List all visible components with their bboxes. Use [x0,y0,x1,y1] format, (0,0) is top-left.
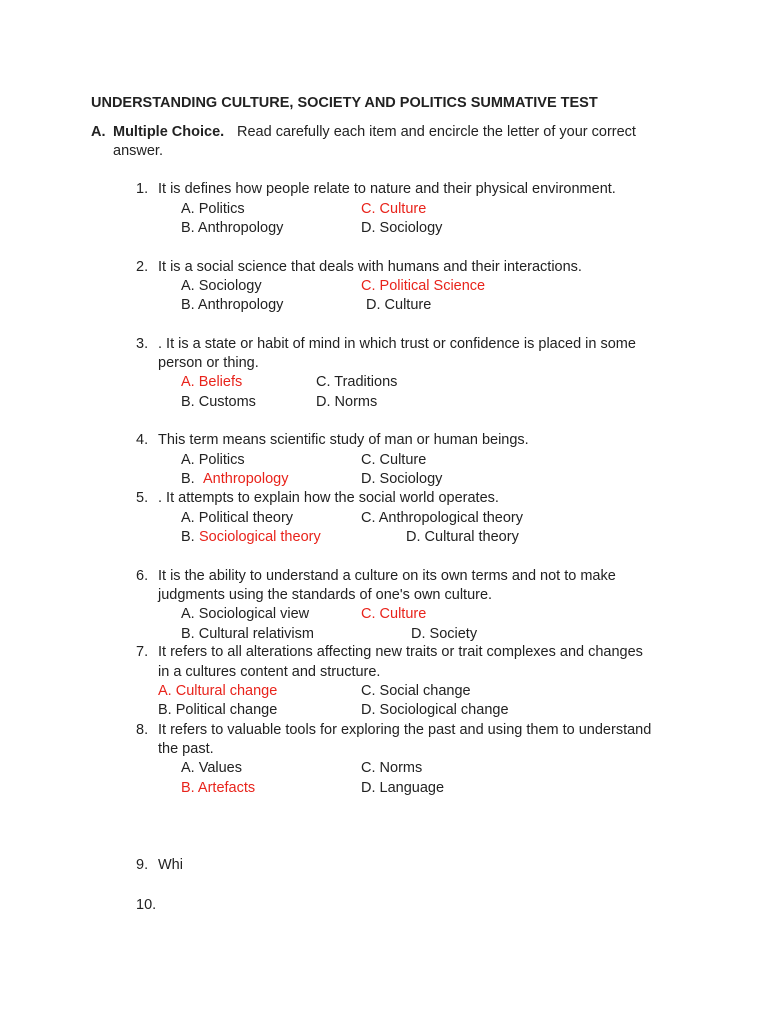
option-d[interactable]: D. Culture [366,297,432,313]
question-number: 7. [136,644,149,660]
option-c[interactable]: C. Anthropological theory [361,510,524,526]
option-a[interactable]: A. Values [181,760,242,776]
option-d[interactable]: D. Sociology [361,220,443,236]
question-number: 8. [136,722,149,738]
question-text-cont: in a cultures content and structure. [158,664,381,680]
question-text-cont: judgments using the standards of one's own culture. [158,587,493,603]
option-c[interactable]: C. Norms [361,760,423,776]
question-number: 9. [136,857,149,873]
question-number: 4. [136,432,149,448]
question-number: 1. [136,181,149,197]
question-text: It is the ability to understand a culture on its own terms and not to make [158,568,616,584]
option-b-answer[interactable]: Anthropology [203,471,289,487]
option-b[interactable]: B. Anthropology [181,220,284,236]
option-b[interactable]: B. Political change [158,702,278,718]
section-instruction: Read carefully each item and encircle the letter of your correct [237,124,636,140]
question-text: Whi [158,857,183,873]
question-text: It refers to valuable tools for exploring the past and using them to understand [158,722,652,738]
question-number: 6. [136,568,149,584]
option-b-answer[interactable]: Sociological theory [199,529,321,545]
option-a-answer[interactable]: A. Beliefs [181,374,243,390]
question-number: 3. [136,336,149,352]
option-b-letter[interactable]: B. [181,471,195,487]
option-c[interactable]: C. Social change [361,683,471,699]
option-c-answer[interactable]: C. Political Science [361,278,486,294]
option-b[interactable]: B. Customs [181,394,256,410]
question-text: It is defines how people relate to nature and their physical environment. [158,181,616,197]
option-d[interactable]: D. Society [411,626,478,642]
option-d[interactable]: D. Norms [316,394,378,410]
question-number: 10. [136,897,157,913]
option-a[interactable]: A. Politics [181,201,245,217]
option-c[interactable]: C. Traditions [316,374,398,390]
option-a[interactable]: A. Sociology [181,278,262,294]
question-text: . It is a state or habit of mind in which trust or confidence is placed in some [158,336,636,352]
option-c-answer[interactable]: C. Culture [361,606,427,622]
question-number: 5. [136,490,149,506]
option-d[interactable]: D. Sociological change [361,702,509,718]
option-b[interactable]: B. Anthropology [181,297,284,313]
option-d[interactable]: D. Cultural theory [406,529,519,545]
page-title: UNDERSTANDING CULTURE, SOCIETY AND POLITICS SUMMATIVE TEST [91,95,598,111]
question-text: It refers to all alterations affecting new traits or trait complexes and changes [158,644,643,660]
question-text: It is a social science that deals with humans and their interactions. [158,259,582,275]
question-text: . It attempts to explain how the social world operates. [158,490,499,506]
option-c-answer[interactable]: C. Culture [361,201,427,217]
option-d[interactable]: D. Sociology [361,471,443,487]
question-text-cont: the past. [158,741,214,757]
option-a-answer[interactable]: A. Cultural change [158,683,278,699]
question-number: 2. [136,259,149,275]
question-text-cont: person or thing. [158,355,259,371]
option-a[interactable]: A. Politics [181,452,245,468]
option-d[interactable]: D. Language [361,780,445,796]
option-a[interactable]: A. Sociological view [181,606,310,622]
option-b-answer[interactable]: B. Artefacts [181,780,256,796]
section-heading: Multiple Choice. [113,124,225,140]
option-b[interactable]: B. Cultural relativism [181,626,314,642]
option-b-letter[interactable]: B. [181,529,195,545]
option-a[interactable]: A. Political theory [181,510,294,526]
option-c[interactable]: C. Culture [361,452,427,468]
question-text: This term means scientific study of man or human beings. [158,432,529,448]
section-instruction-cont: answer. [113,143,163,159]
section-letter: A. [91,124,106,140]
